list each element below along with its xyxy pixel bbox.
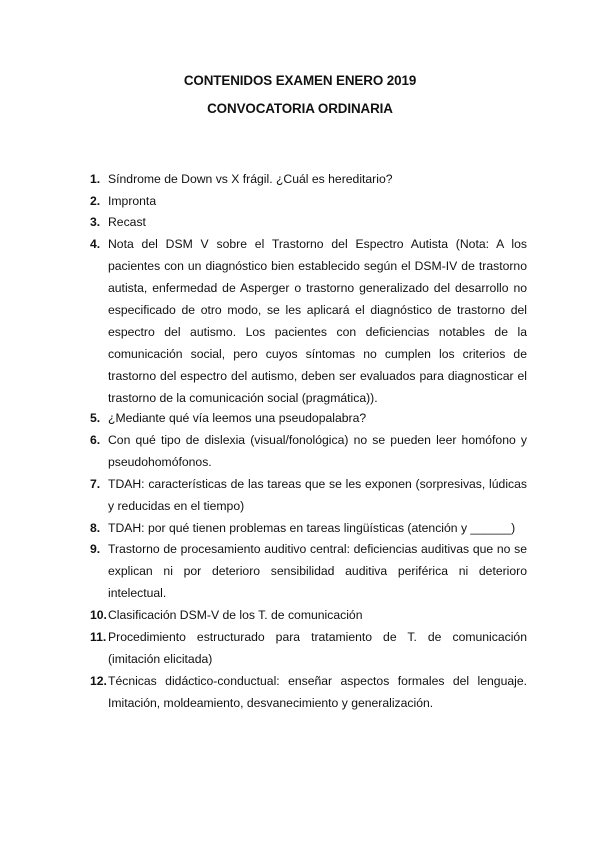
item-text: Clasificación DSM-V de los T. de comunicación: [108, 608, 363, 622]
title-line-2: CONVOCATORIA ORDINARIA: [207, 101, 393, 116]
item-text: Trastorno de procesamiento auditivo central: deficiencias auditivas que no se explican ni por deterioro sensibilidad auditiva periférica ni deterioro intelectual.: [108, 542, 527, 600]
item-text: Nota del DSM V sobre el Trastorno del Espectro Autista (Nota: A los pacientes con un diagnóstico bien establecido según el DSM-IV de trastorno autista, enfermedad de Asperger o trastorno generalizado del desarrollo no especificado de otro modo, se les aplicará el diagnóstico de trastorno del espectro del autismo. Los pacientes con deficiencias notables de la comunicación social, pero cuyos síntomas no cumplen los criterios de trastorno del espectro del autismo, deben ser evaluados para diagnosticar el trastorno de la comunicación social (pragmática)).: [108, 237, 527, 405]
item-text: Procedimiento estructurado para tratamiento de T. de comunicación (imitación elicitada): [108, 630, 527, 666]
item-text: Impronta: [108, 194, 157, 208]
item-text: TDAH: por qué tienen problemas en tareas lingüísticas (atención y ______): [108, 521, 516, 535]
item-number: 6.: [90, 433, 101, 447]
item-number: 3.: [90, 215, 101, 229]
item-number: 1.: [90, 172, 101, 186]
item-number: 7.: [90, 477, 101, 491]
item-number: 5.: [90, 411, 101, 425]
item-number: 4.: [90, 237, 101, 251]
item-text: TDAH: características de las tareas que se les exponen (sorpresivas, lúdicas y reducidas en el tiempo): [108, 477, 527, 513]
title-line-1: CONTENIDOS EXAMEN ENERO 2019: [183, 73, 417, 88]
item-number: 8.: [90, 521, 101, 535]
item-text: ¿Mediante qué vía leemos una pseudopalabra?: [108, 411, 367, 425]
item-number: 2.: [90, 194, 101, 208]
item-number: 9.: [90, 542, 101, 556]
item-number: 12.: [90, 674, 107, 688]
item-number: 11.: [90, 630, 107, 644]
item-text: Síndrome de Down vs X frágil. ¿Cuál es hereditario?: [108, 172, 393, 186]
item-number: 10.: [90, 608, 107, 622]
item-text: Con qué tipo de dislexia (visual/fonológica) no se pueden leer homófono y pseudohomófonos.: [108, 433, 527, 469]
item-text: Recast: [108, 215, 146, 229]
item-text: Técnicas didáctico-conductual: enseñar aspectos formales del lenguaje. Imitación, moldeamiento, desvanecimiento y generalización.: [108, 674, 527, 710]
